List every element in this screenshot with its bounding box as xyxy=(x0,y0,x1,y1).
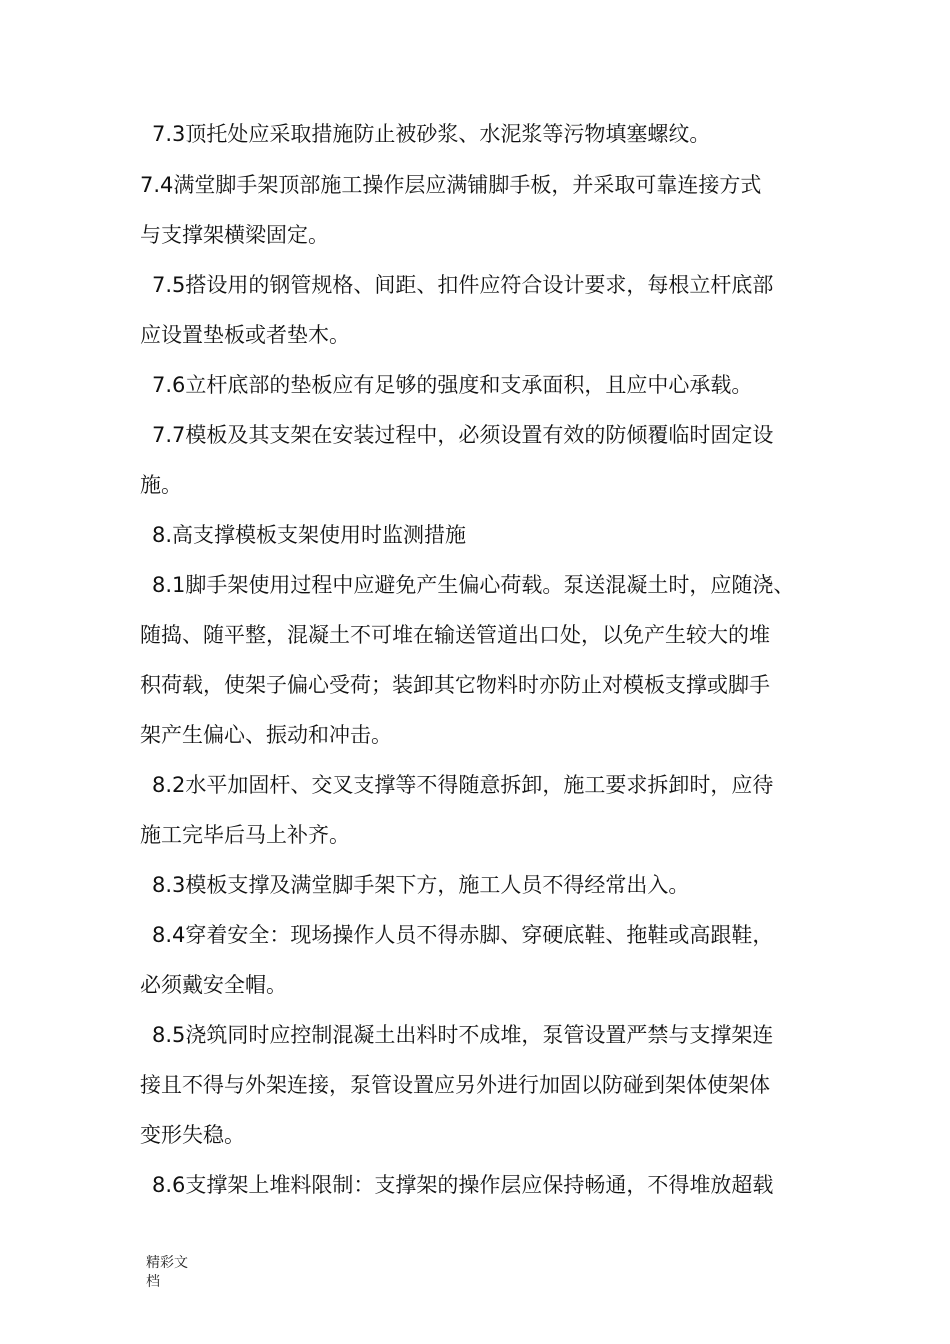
text-line-8-1-cont-1: 随捣、随平整，混凝土不可堆在输送管道出口处，以免产生较大的堆 xyxy=(140,623,770,647)
text-line-8-4: 8.4穿着安全：现场操作人员不得赤脚、穿硬底鞋、拖鞋或高跟鞋， xyxy=(152,923,774,947)
text-line-7-7-cont: 施。 xyxy=(140,473,182,497)
text-line-7-4: 7.4满堂脚手架顶部施工操作层应满铺脚手板，并采取可靠连接方式 xyxy=(140,173,762,197)
section-heading-8: 8.高支撑模板支架使用时监测措施 xyxy=(152,523,467,547)
text-line-8-6: 8.6支撑架上堆料限制：支撑架的操作层应保持畅通，不得堆放超载 xyxy=(152,1173,774,1197)
page-footer xyxy=(146,1254,206,1292)
text-line-8-5-cont-1: 接且不得与外架连接，泵管设置应另外进行加固以防碰到架体使架体 xyxy=(140,1073,770,1097)
text-line-7-5: 7.5搭设用的钢管规格、间距、扣件应符合设计要求，每根立杆底部 xyxy=(152,273,774,297)
footer-text-line-1: 精彩文 xyxy=(146,1255,188,1271)
text-line-8-3: 8.3模板支撑及满堂脚手架下方，施工人员不得经常出入。 xyxy=(152,873,690,897)
text-line-7-7: 7.7模板及其支架在安装过程中，必须设置有效的防倾覆临时固定设 xyxy=(152,423,774,447)
text-line-8-2-cont: 施工完毕后马上补齐。 xyxy=(140,823,350,847)
text-line-7-5-cont: 应设置垫板或者垫木。 xyxy=(140,323,350,347)
footer-text-line-2: 档 xyxy=(146,1274,160,1290)
text-line-7-6: 7.6立杆底部的垫板应有足够的强度和支承面积，且应中心承载。 xyxy=(152,373,753,397)
text-line-8-1-cont-2: 积荷载，使架子偏心受荷；装卸其它物料时亦防止对模板支撑或脚手 xyxy=(140,673,770,697)
text-line-8-2: 8.2水平加固杆、交叉支撑等不得随意拆卸，施工要求拆卸时，应待 xyxy=(152,773,774,797)
text-line-7-4-cont: 与支撑架横梁固定。 xyxy=(140,223,329,247)
text-line-7-3: 7.3顶托处应采取措施防止被砂浆、水泥浆等污物填塞螺纹。 xyxy=(152,122,711,146)
text-line-8-1: 8.1脚手架使用过程中应避免产生偏心荷载。泵送混凝土时，应随浇、 xyxy=(152,573,795,597)
text-line-8-1-cont-3: 架产生偏心、振动和冲击。 xyxy=(140,723,392,747)
text-line-8-4-cont: 必须戴安全帽。 xyxy=(140,973,287,997)
text-line-8-5: 8.5浇筑同时应控制混凝土出料时不成堆，泵管设置严禁与支撑架连 xyxy=(152,1023,774,1047)
text-line-8-5-cont-2: 变形失稳。 xyxy=(140,1123,245,1147)
